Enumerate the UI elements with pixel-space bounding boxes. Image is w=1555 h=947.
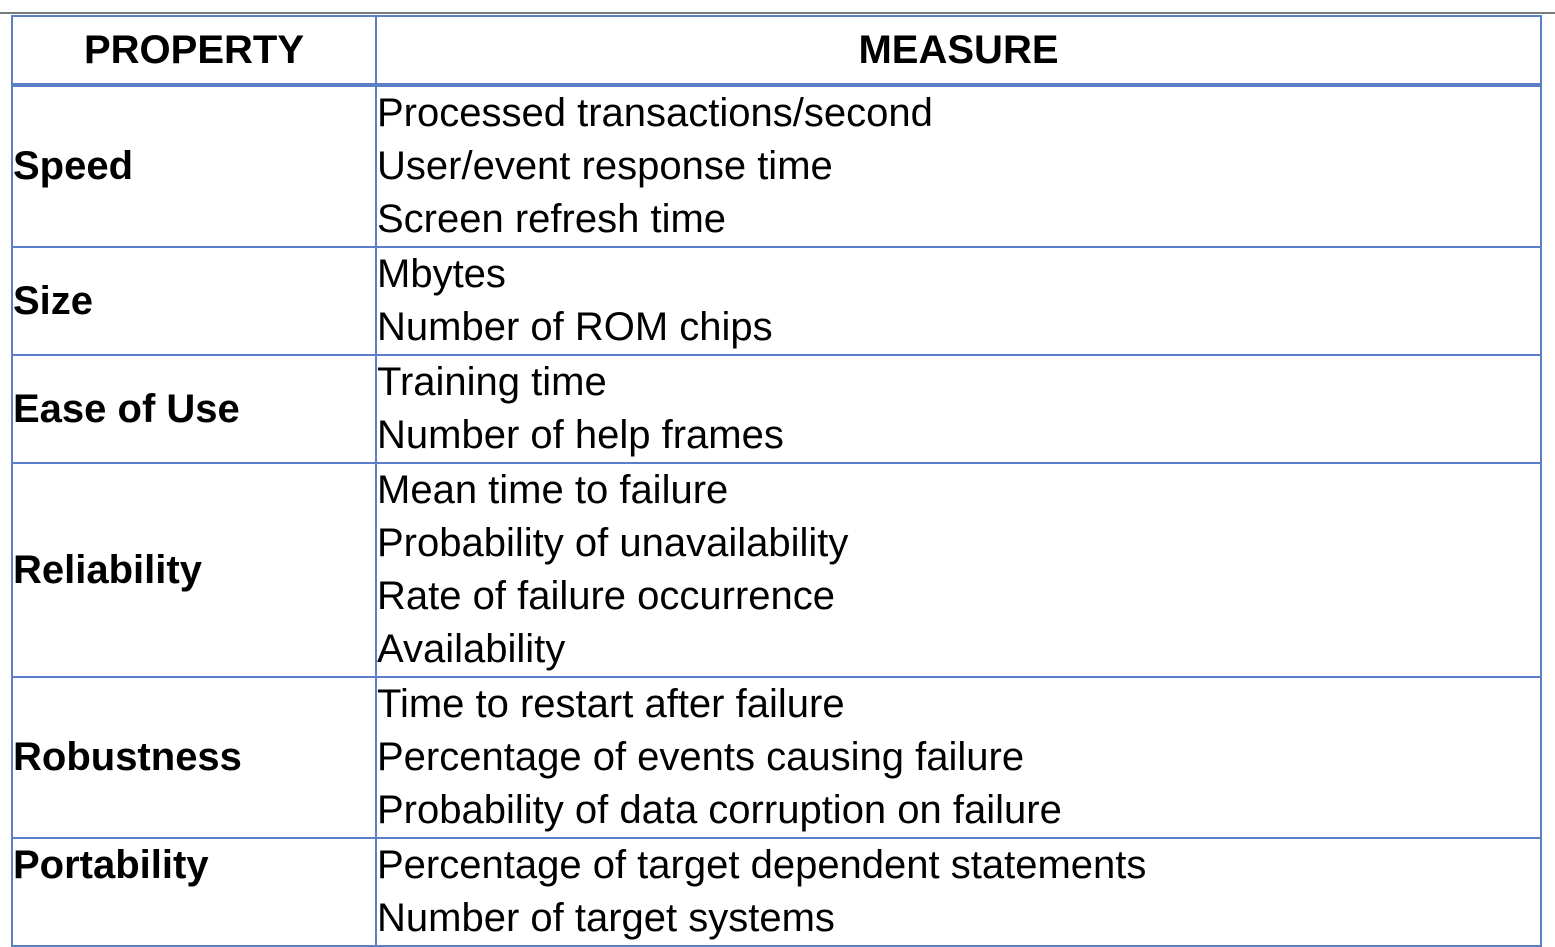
measure-item: Percentage of target dependent statements bbox=[377, 843, 1147, 887]
measure-item: Number of help frames bbox=[377, 413, 784, 457]
table-row-speed bbox=[12, 85, 1541, 247]
measure-cell bbox=[376, 355, 1541, 463]
table-row-ease-of-use bbox=[12, 355, 1541, 463]
property-cell: Size bbox=[12, 247, 376, 355]
measure-item: Number of target systems bbox=[377, 896, 835, 940]
measure-cell bbox=[376, 838, 1541, 946]
property-cell: Robustness bbox=[12, 677, 376, 838]
measure-item: Mbytes bbox=[377, 252, 506, 296]
property-measure-table bbox=[11, 15, 1542, 947]
measure-item: Rate of failure occurrence bbox=[377, 574, 836, 618]
measure-item: Time to restart after failure bbox=[377, 682, 845, 726]
property-cell: Ease of Use bbox=[12, 355, 376, 463]
measure-cell bbox=[376, 85, 1541, 247]
header-property: PROPERTY bbox=[12, 16, 376, 85]
header-row bbox=[12, 16, 1541, 85]
top-rule bbox=[0, 12, 1555, 14]
measure-item: Percentage of events causing failure bbox=[377, 735, 1025, 779]
header-measure: MEASURE bbox=[376, 16, 1541, 85]
table-row-portability bbox=[12, 838, 1541, 946]
measure-cell bbox=[376, 677, 1541, 838]
property-cell: Portability bbox=[12, 838, 376, 946]
measure-item: Training time bbox=[377, 360, 607, 404]
table-row-size bbox=[12, 247, 1541, 355]
measure-item: Probability of data corruption on failure bbox=[377, 788, 1062, 832]
table-row-reliability bbox=[12, 463, 1541, 677]
measure-item: Processed transactions/second bbox=[377, 91, 933, 135]
property-cell: Reliability bbox=[12, 463, 376, 677]
measure-item: Availability bbox=[377, 627, 566, 671]
measure-item: Probability of unavailability bbox=[377, 521, 849, 565]
property-cell: Speed bbox=[12, 85, 376, 247]
measure-cell bbox=[376, 463, 1541, 677]
table-row-robustness bbox=[12, 677, 1541, 838]
measure-item: Screen refresh time bbox=[377, 197, 727, 241]
measure-item: Number of ROM chips bbox=[377, 305, 773, 349]
measure-item: User/event response time bbox=[377, 144, 833, 188]
measure-item: Mean time to failure bbox=[377, 468, 729, 512]
measure-cell bbox=[376, 247, 1541, 355]
